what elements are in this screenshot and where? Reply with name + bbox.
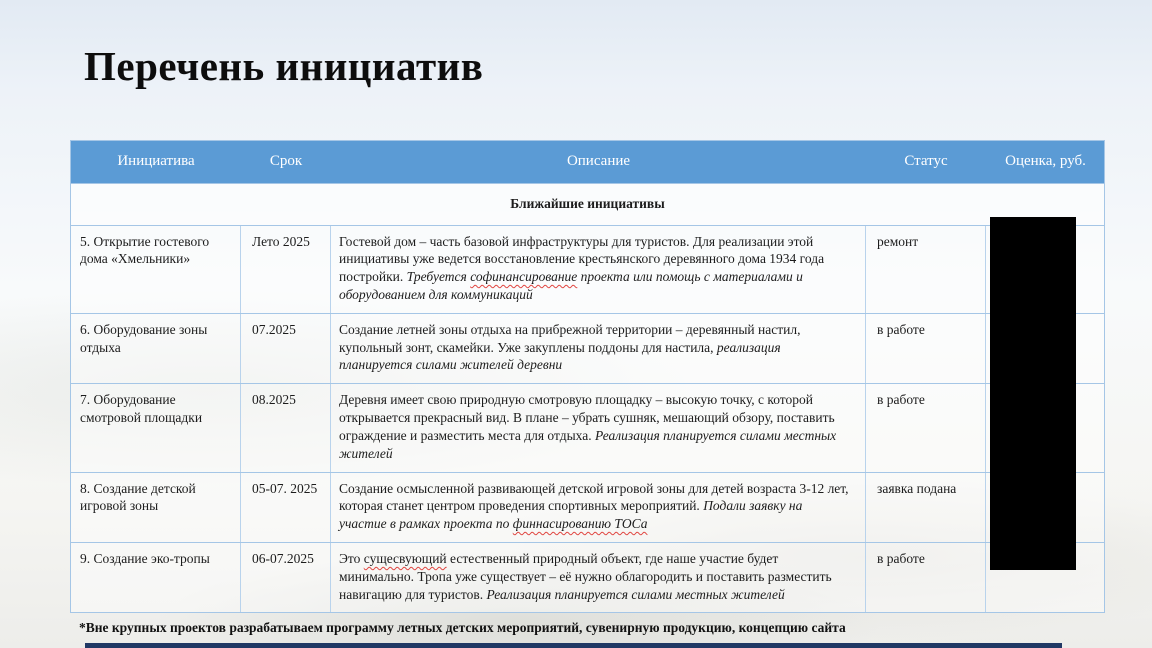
column-header-estimate: Оценка, руб. [1005,153,1086,169]
cell-status: заявка подана [866,473,986,542]
description-text-italic: проекта или помощь с материалами и оборудованием для коммуникаций [339,269,803,303]
cell-status: в работе [866,384,986,471]
accent-bottom-bar [85,643,1062,648]
table-row [71,542,1104,612]
cell-initiative: 6. Оборудование зоны отдыха [71,314,241,383]
description-text-italic: Реализация планируется силами местных жителей [339,427,837,461]
column-header-term: Срок [269,153,303,169]
cell-description [331,226,866,313]
description-text: естественный природный объект, где наше участие будет минимально. Тропа уже существует – её нужно облагородить и поставить разместить навигацию для туристов. [339,550,832,602]
cell-status: в работе [866,314,986,383]
table-row [71,313,1104,383]
cell-initiative: 9. Создание эко-тропы [71,543,241,612]
table-row [71,383,1104,471]
description-text: Гостевой дом – часть базовой инфраструктуры для туристов. Для реализации этой инициативы уже ведется восстановление крестьянского деревянного дома 1934 года постройки. [339,233,825,285]
cell-description [331,543,866,612]
section-header-row [71,183,1104,225]
description-text-italic: Реализация планируется силами местных жителей [486,586,785,602]
cell-term: 07.2025 [241,314,331,383]
cell-initiative: 7. Оборудование смотровой площадки [71,384,241,471]
cell-term: 06-07.2025 [241,543,331,612]
cell-status: в работе [866,543,986,612]
description-text: Создание летней зоны отдыха на прибрежной территории – деревянный настил, купольный зонт, скамейки. Уже закуплены поддоны для настила, [339,321,801,355]
description-text: Создание осмысленной развивающей детской игровой зоны для детей возраста 3-12 лет, которая станет центром проведения спортивных мероприятий. [339,480,849,514]
description-text: Деревня имеет свою природную смотровую площадку – высокую точку, с которой открывается прекрасный вид. В плане – убрать сушняк, мешающий обзору, поставить ограждение и разместить места для отдыха. [339,392,835,443]
page-title: Перечень инициатив [84,43,484,89]
cell-description [331,473,866,542]
column-header-description: Описание [566,153,631,169]
cell-description [331,314,866,383]
cell-status: ремонт [866,226,986,313]
description-text-italic: реализация планируется силами жителей деревни [339,339,781,373]
column-header-initiative: Инициатива [117,153,195,169]
description-text-italic: Требуется [406,269,471,285]
section-header-label: Ближайшие инициативы [510,195,665,211]
initiatives-table [70,140,1105,613]
description-text-misspelled: финнасированию ТОСа [512,516,648,532]
description-text: Это [339,550,364,566]
cell-term: Лето 2025 [241,226,331,313]
table-row [71,472,1104,542]
cell-description [331,384,866,471]
cell-term: 08.2025 [241,384,331,471]
table-header-row [71,141,1104,183]
table-row [71,225,1104,313]
description-text-misspelled: софинансирование [470,269,578,285]
cell-initiative: 8. Создание детской игровой зоны [71,473,241,542]
redaction-box [990,217,1076,570]
cell-initiative: 5. Открытие гостевого дома «Хмельники» [71,226,241,313]
description-text-italic: Подали заявку на участие в рамках проекта по [339,498,803,532]
cell-term: 05-07. 2025 [241,473,331,542]
footnote: *Вне крупных проектов разрабатываем программу летных детских мероприятий, сувенирную продукцию, концепцию сайта [79,620,846,635]
description-text-misspelled: сущесвующий [363,550,447,566]
column-header-status: Статус [904,153,948,169]
